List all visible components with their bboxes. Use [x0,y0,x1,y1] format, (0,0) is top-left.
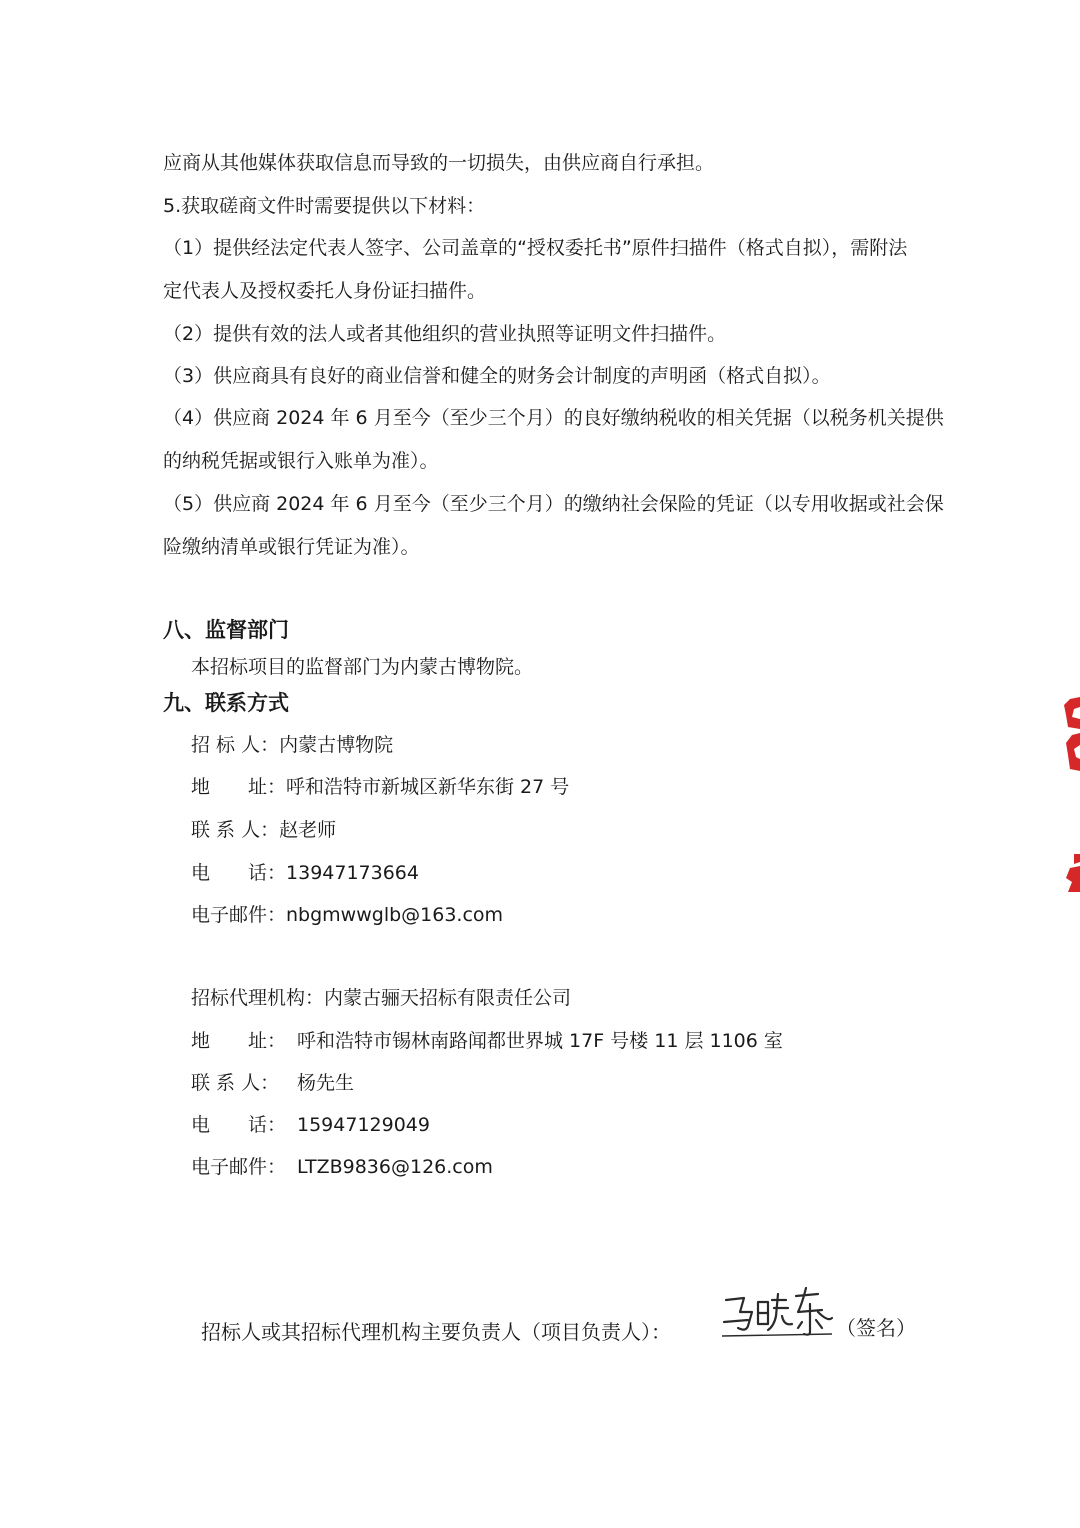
agency-address: 呼和浩特市锡林南路闻都世界城 17F 号楼 11 层 1106 室 [297,1030,783,1052]
tenderer-phone-label: 电 话： [191,862,287,884]
agency-phone-row [191,1112,430,1138]
tenderer-address-row [191,774,569,800]
material-4-line-b: 的纳税凭据或银行入账单为准）。 [163,450,439,472]
material-4-line-a: （4）供应商 2024 年 6 月至今（至少三个月）的良好缴纳税收的相关凭据（以税务机关提供 [163,407,944,429]
paragraph-continuation: 应商从其他媒体获取信息而导致的一切损失，由供应商自行承担。 [163,152,715,174]
agency-email-row [191,1154,493,1180]
section-8-text: 本招标项目的监督部门为内蒙古博物院。 [191,656,534,678]
seal-fragment-upper [1062,695,1080,775]
section-9-title: 九、联系方式 [163,691,289,715]
item-5-title: 5.获取磋商文件时需要提供以下材料： [163,195,486,217]
agency-name-label: 招标代理机构： [191,987,325,1009]
agency-contact-label: 联 系 人： [191,1072,280,1094]
section-8-title: 八、监督部门 [163,618,289,642]
signature-label: 招标人或其招标代理机构主要负责人（项目负责人）： [201,1320,671,1344]
tenderer-name-label: 招 标 人： [191,734,280,756]
tenderer-phone-row [191,860,419,886]
agency-email-label: 电子邮件： [191,1156,287,1178]
agency-email: LTZB9836@126.com [297,1156,493,1178]
tenderer-contact-label: 联 系 人： [191,819,280,841]
material-5-line-a: （5）供应商 2024 年 6 月至今（至少三个月）的缴纳社会保险的凭证（以专用收据或社会保 [163,493,944,515]
agency-phone-label: 电 话： [191,1114,287,1136]
agency-contact: 杨先生 [297,1072,355,1094]
material-1-line-b: 定代表人及授权委托人身份证扫描件。 [163,280,487,302]
agency-address-label: 地 址： [191,1030,287,1052]
tenderer-name-row [191,732,393,758]
agency-address-row [191,1028,783,1054]
tenderer-email-label: 电子邮件： [191,904,287,926]
signature-suffix: （签名） [836,1316,916,1340]
material-2: （2）提供有效的法人或者其他组织的营业执照等证明文件扫描件。 [163,323,727,345]
tenderer-contact: 赵老师 [279,819,337,841]
material-3: （3）供应商具有良好的商业信誉和健全的财务会计制度的声明函（格式自拟）。 [163,365,831,387]
material-1-line-a: （1）提供经法定代表人签字、公司盖章的“授权委托书”原件扫描件（格式自拟），需附法 [163,237,908,259]
tenderer-email-row [191,902,503,928]
tenderer-email: nbgmwwglb@163.com [286,904,504,926]
seal-fragment-lower [1064,852,1080,894]
tenderer-phone: 13947173664 [286,862,419,884]
handwritten-signature [718,1282,836,1344]
agency-contact-row [191,1070,354,1096]
tenderer-address: 呼和浩特市新城区新华东街 27 号 [286,776,570,798]
material-5-line-b: 险缴纳清单或银行凭证为准）。 [163,536,420,558]
agency-name-row [191,985,571,1011]
tenderer-address-label: 地 址： [191,776,287,798]
agency-name: 内蒙古骊天招标有限责任公司 [324,987,572,1009]
tenderer-name: 内蒙古博物院 [279,734,394,756]
tenderer-contact-row [191,817,336,843]
agency-phone: 15947129049 [297,1114,430,1136]
